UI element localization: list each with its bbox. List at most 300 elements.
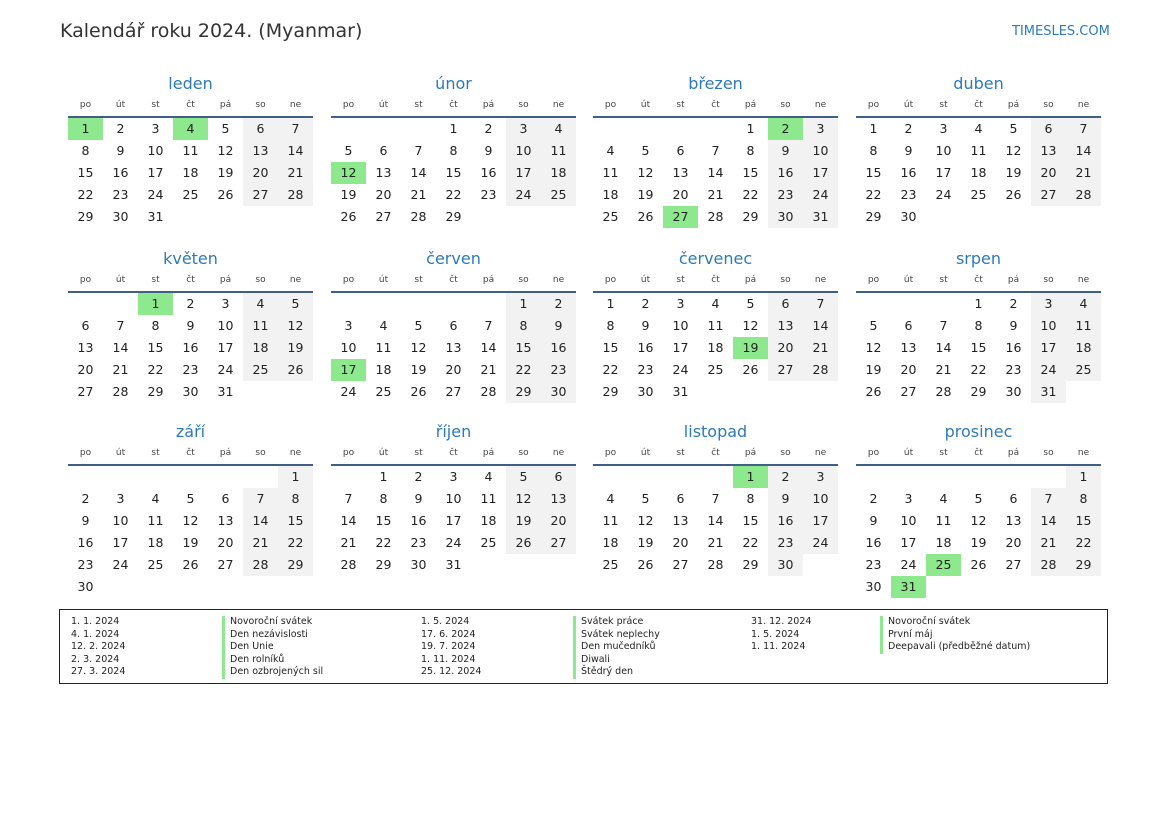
day-cell: 8: [449, 143, 458, 158]
holiday-day-cell: 31: [891, 576, 926, 598]
weekend-day-cell: 4: [541, 118, 576, 140]
day-cell: 20: [217, 535, 234, 550]
weekday-label: ne: [1077, 448, 1090, 458]
weekday-label: pá: [744, 100, 757, 110]
day-cell: 15: [77, 165, 94, 180]
weekend-day-cell: 12: [506, 488, 541, 510]
empty-cell: [926, 206, 961, 228]
day-cell: 14: [707, 165, 724, 180]
day-cell: 4: [151, 491, 160, 506]
empty-cell: [331, 118, 366, 140]
day-cell: 6: [1009, 491, 1018, 506]
empty-cell: [103, 466, 138, 488]
day-cell: 27: [217, 557, 234, 572]
day-cell: 12: [865, 340, 882, 355]
weekend-day-cell: 24: [1031, 359, 1066, 381]
week-row: [593, 488, 838, 510]
legend-date: 1. 11. 2024: [751, 641, 806, 653]
weekend-day-cell: 29: [278, 554, 313, 576]
legend-date: 1. 5. 2024: [751, 628, 800, 640]
weekend-day-cell: 20: [768, 337, 803, 359]
day-cell: 22: [77, 187, 94, 202]
day-cell: 24: [340, 384, 357, 399]
day-cell: 15: [375, 513, 392, 528]
weekday-label: so: [780, 275, 791, 285]
week-row: [68, 206, 313, 228]
month-name: listopad: [683, 422, 748, 441]
day-cell: 9: [116, 143, 125, 158]
day-cell: 4: [606, 143, 615, 158]
empty-cell: [663, 118, 698, 140]
empty-cell: [1031, 206, 1066, 228]
day-cell: 7: [116, 318, 125, 333]
day-cell: 6: [676, 491, 685, 506]
day-cell: 5: [974, 491, 983, 506]
day-cell: 14: [707, 513, 724, 528]
empty-cell: [593, 118, 628, 140]
day-cell: 8: [974, 318, 983, 333]
weekend-day-cell: 14: [243, 510, 278, 532]
weekday-label: pá: [744, 448, 757, 458]
day-cell: 12: [637, 165, 654, 180]
weekday-label: út: [378, 100, 389, 110]
legend-date: 27. 3. 2024: [71, 666, 126, 678]
weekend-day-cell: 1: [278, 466, 313, 488]
weekend-day-cell: 31: [1031, 381, 1066, 403]
day-cell: 26: [1005, 187, 1022, 202]
weekend-day-cell: 1: [506, 293, 541, 315]
empty-cell: [593, 466, 628, 488]
holiday-day-cell: 27: [663, 206, 698, 228]
weekday-label: ne: [289, 448, 302, 458]
legend-holiday-name: Svátek práce: [573, 616, 660, 629]
day-cell: 3: [151, 121, 160, 136]
weekday-label: st: [414, 275, 423, 285]
day-cell: 11: [935, 513, 952, 528]
day-cell: 24: [935, 187, 952, 202]
weekend-day-cell: 29: [1066, 554, 1101, 576]
weekend-day-cell: 14: [278, 140, 313, 162]
day-cell: 1: [746, 121, 755, 136]
day-cell: 10: [147, 143, 164, 158]
day-cell: 8: [746, 143, 755, 158]
empty-cell: [278, 576, 313, 598]
legend-holiday-name: Deepavali (předběžné datum): [880, 641, 1030, 654]
week-row: [593, 554, 838, 576]
week-row: [68, 293, 313, 315]
weekend-day-cell: 3: [803, 466, 838, 488]
day-cell: 16: [410, 513, 427, 528]
day-cell: 3: [676, 296, 685, 311]
legend-dates-column-3: [751, 616, 811, 654]
week-row: [331, 337, 576, 359]
weekday-label: út: [640, 448, 651, 458]
day-cell: 2: [116, 121, 125, 136]
day-cell: 18: [147, 535, 164, 550]
empty-cell: [961, 576, 996, 598]
empty-cell: [856, 293, 891, 315]
weekday-label: čt: [449, 275, 458, 285]
empty-cell: [926, 576, 961, 598]
week-row: [593, 140, 838, 162]
day-cell: 17: [672, 340, 689, 355]
holiday-day-cell: 19: [733, 337, 768, 359]
day-cell: 3: [116, 491, 125, 506]
day-cell: 12: [970, 513, 987, 528]
day-cell: 6: [904, 318, 913, 333]
day-cell: 2: [186, 296, 195, 311]
weekday-label: út: [640, 275, 651, 285]
legend-holiday-name: První máj: [880, 629, 1030, 642]
week-row: [68, 488, 313, 510]
legend-names-column-2: [573, 616, 660, 679]
week-row: [331, 206, 576, 228]
weekday-label: so: [1043, 100, 1054, 110]
week-row: [593, 532, 838, 554]
empty-cell: [856, 466, 891, 488]
month-name: květen: [163, 249, 218, 268]
day-cell: 10: [900, 513, 917, 528]
empty-cell: [471, 206, 506, 228]
weekday-label: pá: [1007, 100, 1020, 110]
day-cell: 2: [904, 121, 913, 136]
day-cell: 15: [742, 165, 759, 180]
legend-holiday-name: Den mučedníků: [573, 641, 660, 654]
week-row: [331, 359, 576, 381]
week-row: [856, 466, 1101, 488]
day-cell: 10: [935, 143, 952, 158]
day-cell: 13: [900, 340, 917, 355]
week-row: [68, 184, 313, 206]
weekend-day-cell: 11: [1066, 315, 1101, 337]
day-cell: 9: [484, 143, 493, 158]
weekend-day-cell: 5: [278, 293, 313, 315]
day-cell: 25: [375, 384, 392, 399]
week-row: [331, 510, 576, 532]
month-8: [856, 246, 1101, 403]
empty-cell: [68, 466, 103, 488]
weekday-label: čt: [186, 100, 195, 110]
day-cell: 2: [869, 491, 878, 506]
empty-cell: [803, 381, 838, 403]
day-cell: 26: [637, 557, 654, 572]
day-cell: 8: [379, 491, 388, 506]
weekday-label: pá: [219, 100, 232, 110]
weekend-day-cell: 16: [768, 510, 803, 532]
weekday-label: pá: [482, 275, 495, 285]
weekday-label: st: [676, 448, 685, 458]
day-cell: 1: [449, 121, 458, 136]
weekend-day-cell: 19: [506, 510, 541, 532]
weekend-day-cell: 30: [541, 381, 576, 403]
weekend-day-cell: 17: [506, 162, 541, 184]
day-cell: 12: [182, 513, 199, 528]
week-row: [856, 315, 1101, 337]
empty-cell: [401, 293, 436, 315]
day-cell: 13: [1005, 513, 1022, 528]
legend-date: 17. 6. 2024: [421, 628, 476, 640]
day-cell: 4: [711, 296, 720, 311]
weekday-label: čt: [974, 275, 983, 285]
day-cell: 15: [970, 340, 987, 355]
day-cell: 30: [1005, 384, 1022, 399]
weekday-header: [331, 97, 576, 118]
day-cell: 7: [939, 318, 948, 333]
day-cell: 23: [480, 187, 497, 202]
weekday-label: pá: [219, 275, 232, 285]
day-cell: 29: [742, 557, 759, 572]
empty-cell: [471, 554, 506, 576]
day-cell: 25: [970, 187, 987, 202]
day-cell: 17: [445, 513, 462, 528]
day-cell: 3: [344, 318, 353, 333]
weekend-day-cell: 28: [803, 359, 838, 381]
week-row: [331, 466, 576, 488]
weekday-label: čt: [974, 100, 983, 110]
weekend-day-cell: 15: [506, 337, 541, 359]
weekend-day-cell: 13: [1031, 140, 1066, 162]
day-cell: 9: [186, 318, 195, 333]
month-5: [68, 246, 313, 403]
weekend-day-cell: 6: [1031, 118, 1066, 140]
weekday-label: st: [939, 100, 948, 110]
week-row: [856, 554, 1101, 576]
day-cell: 28: [707, 209, 724, 224]
weekend-day-cell: 20: [541, 510, 576, 532]
day-cell: 19: [637, 535, 654, 550]
holiday-day-cell: 4: [173, 118, 208, 140]
day-cell: 5: [641, 491, 650, 506]
day-cell: 30: [77, 579, 94, 594]
month-2: [331, 71, 576, 228]
empty-cell: [68, 293, 103, 315]
weekend-day-cell: 19: [278, 337, 313, 359]
empty-cell: [541, 554, 576, 576]
weekend-day-cell: 3: [803, 118, 838, 140]
weekday-label: so: [780, 448, 791, 458]
day-cell: 1: [869, 121, 878, 136]
holiday-day-cell: 1: [733, 466, 768, 488]
weekday-label: ne: [814, 448, 827, 458]
day-cell: 21: [935, 362, 952, 377]
weekend-day-cell: 8: [278, 488, 313, 510]
week-row: [331, 554, 576, 576]
empty-cell: [138, 466, 173, 488]
weekday-label: st: [151, 448, 160, 458]
weekend-day-cell: 28: [1031, 554, 1066, 576]
month-7: [593, 246, 838, 403]
day-cell: 27: [77, 384, 94, 399]
empty-cell: [243, 206, 278, 228]
day-cell: 6: [676, 143, 685, 158]
legend-date: 1. 5. 2024: [421, 616, 470, 627]
day-cell: 26: [637, 209, 654, 224]
day-cell: 23: [637, 362, 654, 377]
weekday-header: [593, 97, 838, 118]
day-cell: 18: [602, 187, 619, 202]
day-cell: 11: [602, 165, 619, 180]
legend-names-column-3: [880, 616, 1030, 654]
weekday-label: so: [1043, 275, 1054, 285]
weekend-day-cell: 28: [278, 184, 313, 206]
weekend-day-cell: 1: [1066, 466, 1101, 488]
day-cell: 27: [445, 384, 462, 399]
weekend-day-cell: 12: [278, 315, 313, 337]
weekend-day-cell: 8: [1066, 488, 1101, 510]
day-cell: 29: [742, 209, 759, 224]
month-name: červenec: [678, 249, 753, 268]
weekend-day-cell: 27: [541, 532, 576, 554]
day-cell: 29: [445, 209, 462, 224]
weekday-label: so: [255, 275, 266, 285]
day-cell: 29: [147, 384, 164, 399]
week-row: [593, 466, 838, 488]
weekend-day-cell: 11: [541, 140, 576, 162]
weekend-day-cell: 18: [243, 337, 278, 359]
day-cell: 20: [77, 362, 94, 377]
week-row: [331, 140, 576, 162]
weekday-label: út: [115, 275, 126, 285]
day-cell: 8: [746, 491, 755, 506]
weekday-label: so: [255, 448, 266, 458]
legend-holiday-name: Den ozbrojených sil: [222, 666, 323, 679]
day-cell: 23: [182, 362, 199, 377]
day-cell: 9: [81, 513, 90, 528]
day-cell: 23: [77, 557, 94, 572]
weekend-day-cell: 30: [768, 554, 803, 576]
weekend-day-cell: 11: [243, 315, 278, 337]
weekday-label: po: [867, 448, 880, 458]
day-cell: 18: [182, 165, 199, 180]
day-cell: 2: [641, 296, 650, 311]
weekend-day-cell: 7: [278, 118, 313, 140]
day-cell: 6: [379, 143, 388, 158]
weekday-header: [593, 272, 838, 293]
month-9: [68, 419, 313, 598]
week-row: [68, 381, 313, 403]
empty-cell: [1031, 466, 1066, 488]
day-cell: 19: [340, 187, 357, 202]
weekday-label: pá: [482, 100, 495, 110]
day-cell: 23: [112, 187, 129, 202]
day-cell: 25: [707, 362, 724, 377]
day-cell: 26: [217, 187, 234, 202]
weekday-label: út: [378, 448, 389, 458]
week-row: [593, 359, 838, 381]
weekday-label: čt: [974, 448, 983, 458]
weekday-label: st: [414, 100, 423, 110]
weekday-label: čt: [449, 448, 458, 458]
day-cell: 26: [410, 384, 427, 399]
weekday-label: pá: [1007, 448, 1020, 458]
weekend-day-cell: 17: [1031, 337, 1066, 359]
day-cell: 6: [81, 318, 90, 333]
day-cell: 27: [900, 384, 917, 399]
weekday-header: [593, 445, 838, 466]
day-cell: 18: [707, 340, 724, 355]
week-row: [856, 510, 1101, 532]
empty-cell: [996, 466, 1031, 488]
day-cell: 26: [742, 362, 759, 377]
day-cell: 24: [217, 362, 234, 377]
week-row: [68, 337, 313, 359]
day-cell: 2: [81, 491, 90, 506]
weekend-day-cell: 5: [506, 466, 541, 488]
empty-cell: [471, 293, 506, 315]
day-cell: 8: [81, 143, 90, 158]
week-row: [68, 359, 313, 381]
day-cell: 30: [182, 384, 199, 399]
weekend-day-cell: 30: [768, 206, 803, 228]
empty-cell: [208, 466, 243, 488]
week-row: [68, 576, 313, 598]
day-cell: 29: [375, 557, 392, 572]
weekend-day-cell: 17: [803, 162, 838, 184]
day-cell: 5: [1009, 121, 1018, 136]
weekend-day-cell: 15: [278, 510, 313, 532]
day-cell: 14: [480, 340, 497, 355]
empty-cell: [1066, 206, 1101, 228]
weekday-header: [68, 97, 313, 118]
legend-date: 1. 1. 2024: [71, 616, 120, 627]
weekend-day-cell: 8: [506, 315, 541, 337]
weekend-day-cell: 26: [278, 359, 313, 381]
empty-cell: [961, 206, 996, 228]
weekday-label: po: [604, 448, 617, 458]
day-cell: 24: [445, 535, 462, 550]
day-cell: 27: [672, 557, 689, 572]
weekend-day-cell: 27: [1031, 184, 1066, 206]
legend-date: 25. 12. 2024: [421, 666, 482, 678]
weekday-header: [331, 272, 576, 293]
day-cell: 1: [379, 469, 388, 484]
empty-cell: [891, 293, 926, 315]
weekday-header: [68, 272, 313, 293]
legend-holiday-name: Diwali: [573, 654, 660, 667]
day-cell: 19: [217, 165, 234, 180]
week-row: [593, 510, 838, 532]
weekday-label: po: [604, 275, 617, 285]
day-cell: 6: [221, 491, 230, 506]
weekend-day-cell: 25: [243, 359, 278, 381]
weekday-label: po: [342, 275, 355, 285]
weekend-day-cell: 25: [1066, 359, 1101, 381]
day-cell: 21: [707, 535, 724, 550]
day-cell: 19: [637, 187, 654, 202]
day-cell: 23: [1005, 362, 1022, 377]
site-link[interactable]: TIMESLES.COM: [1012, 24, 1110, 39]
day-cell: 1: [974, 296, 983, 311]
empty-cell: [331, 466, 366, 488]
day-cell: 9: [1009, 318, 1018, 333]
day-cell: 3: [939, 121, 948, 136]
week-row: [68, 118, 313, 140]
weekday-label: so: [518, 448, 529, 458]
legend-date: 4. 1. 2024: [71, 628, 120, 640]
day-cell: 4: [606, 491, 615, 506]
weekday-label: pá: [482, 448, 495, 458]
day-cell: 23: [865, 557, 882, 572]
day-cell: 2: [414, 469, 423, 484]
day-cell: 26: [970, 557, 987, 572]
weekday-label: ne: [289, 100, 302, 110]
day-cell: 31: [147, 209, 164, 224]
week-row: [331, 293, 576, 315]
weekday-label: čt: [449, 100, 458, 110]
day-cell: 4: [379, 318, 388, 333]
empty-cell: [208, 206, 243, 228]
weekend-day-cell: 10: [506, 140, 541, 162]
